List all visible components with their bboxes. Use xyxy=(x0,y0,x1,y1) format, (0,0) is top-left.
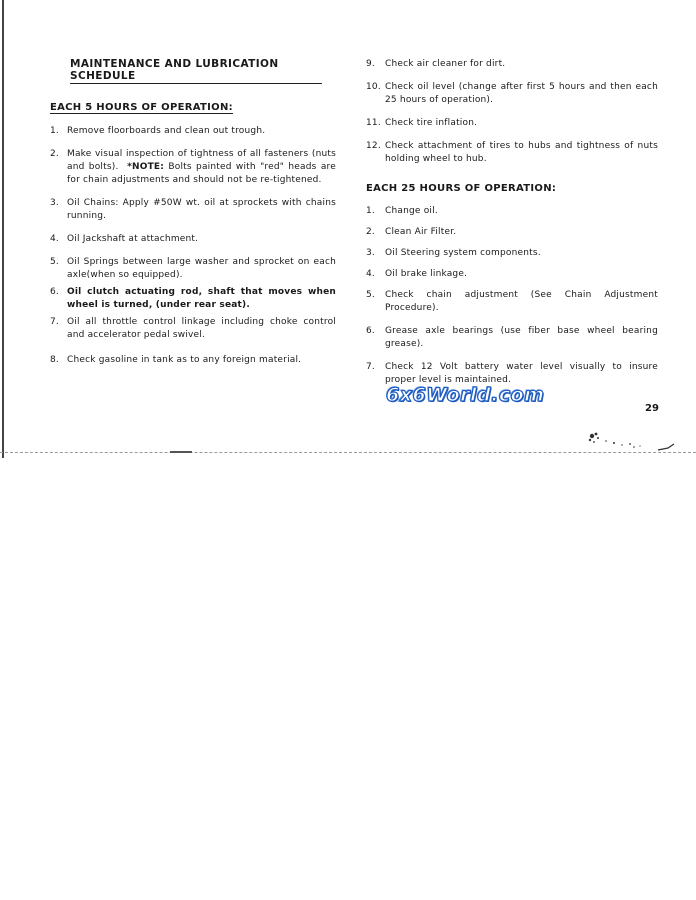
item-text: Oil brake linkage. xyxy=(385,269,468,279)
list-item xyxy=(50,125,336,138)
list-item xyxy=(50,286,336,312)
section-25-hours-heading: EACH 25 HOURS OF OPERATION: xyxy=(366,183,557,194)
item-text-part: Bolts painted with "red" heads are for chain adjustments and should not be re-tightened. xyxy=(67,162,336,185)
item-text: Check gasoline in tank as to any foreign material. xyxy=(67,355,302,365)
item-number: 8. xyxy=(50,355,59,365)
item-number: 4. xyxy=(50,234,59,244)
list-item xyxy=(366,247,658,260)
item-number: 5. xyxy=(50,257,59,267)
list-item xyxy=(366,58,658,71)
item-number: 2. xyxy=(50,149,59,159)
item-text: Clean Air Filter. xyxy=(385,227,457,237)
item-number: 5. xyxy=(366,290,375,300)
left-column xyxy=(50,58,336,377)
list-item xyxy=(50,233,336,246)
right-column xyxy=(366,58,658,395)
list-item xyxy=(50,354,336,367)
item-number: 1. xyxy=(50,126,59,136)
item-number: 10. xyxy=(366,82,381,92)
item-text: Check chain adjustment (See Chain Adjustment Procedure). xyxy=(385,290,658,313)
item-number: 11. xyxy=(366,118,381,128)
list-item xyxy=(366,205,658,218)
item-text: Oil Jackshaft at attachment. xyxy=(67,234,199,244)
list-item xyxy=(366,117,658,130)
item-text: Check air cleaner for dirt. xyxy=(385,59,506,69)
item-number: 1. xyxy=(366,206,375,216)
list-item xyxy=(50,316,336,342)
item-number: 6. xyxy=(50,287,59,297)
list-item xyxy=(366,268,658,281)
list-item xyxy=(366,140,658,166)
item-text: Check tire inflation. xyxy=(385,118,478,128)
item-text: Oil Chains: Apply #50W wt. oil at sprockets with chains running. xyxy=(67,198,336,221)
item-text: Grease axle bearings (use fiber base wheel bearing grease). xyxy=(385,326,658,349)
item-number: 2. xyxy=(366,227,375,237)
list-item xyxy=(366,325,658,351)
site-watermark: 6x6World.com xyxy=(386,384,545,406)
list-item xyxy=(50,148,336,187)
item-number: 9. xyxy=(366,59,375,69)
item-text: Remove floorboards and clean out trough. xyxy=(67,126,266,136)
item-number: 7. xyxy=(366,362,375,372)
list-item xyxy=(50,256,336,282)
item-text: Check oil level (change after first 5 hours and then each 25 hours of operation). xyxy=(385,82,658,105)
item-text: Check attachment of tires to hubs and tightness of nuts holding wheel to hub. xyxy=(385,141,658,164)
list-item xyxy=(366,226,658,239)
item-text: Oil Steering system components. xyxy=(385,248,541,258)
item-text: Oil Springs between large washer and sprocket on each axle(when so equipped). xyxy=(67,257,336,280)
item-number: 12. xyxy=(366,141,381,151)
item-number: 6. xyxy=(366,326,375,336)
binding-edge xyxy=(2,0,4,458)
section-5-hours-heading: EACH 5 HOURS OF OPERATION: xyxy=(50,102,233,113)
right-25-hours-list xyxy=(366,205,658,387)
item-number: 3. xyxy=(50,198,59,208)
item-text xyxy=(67,148,336,187)
item-text: Check 12 Volt battery water level visually to insure proper level is maintained. xyxy=(385,362,658,385)
page-number: 29 xyxy=(645,403,659,414)
right-item-list xyxy=(366,58,658,166)
fold-mark xyxy=(170,451,192,453)
list-item xyxy=(366,81,658,107)
schedule-title: MAINTENANCE AND LUBRICATION SCHEDULE xyxy=(70,58,322,84)
item-text: Oil clutch actuating rod, shaft that moves when wheel is turned, (under rear seat). xyxy=(67,287,336,310)
list-item xyxy=(366,289,658,315)
note-label: *NOTE: xyxy=(127,162,165,172)
left-item-list xyxy=(50,125,336,367)
item-number: 4. xyxy=(366,269,375,279)
ink-smudge-icon xyxy=(584,424,678,458)
item-number: 7. xyxy=(50,317,59,327)
item-text: Change oil. xyxy=(385,206,438,216)
list-item xyxy=(50,197,336,223)
item-text: Oil all throttle control linkage including choke control and accelerator pedal swivel. xyxy=(67,317,336,340)
item-text-part: Make visual inspection of tightness of all fasteners (nuts and bolts). xyxy=(67,149,336,172)
item-number: 3. xyxy=(366,248,375,258)
